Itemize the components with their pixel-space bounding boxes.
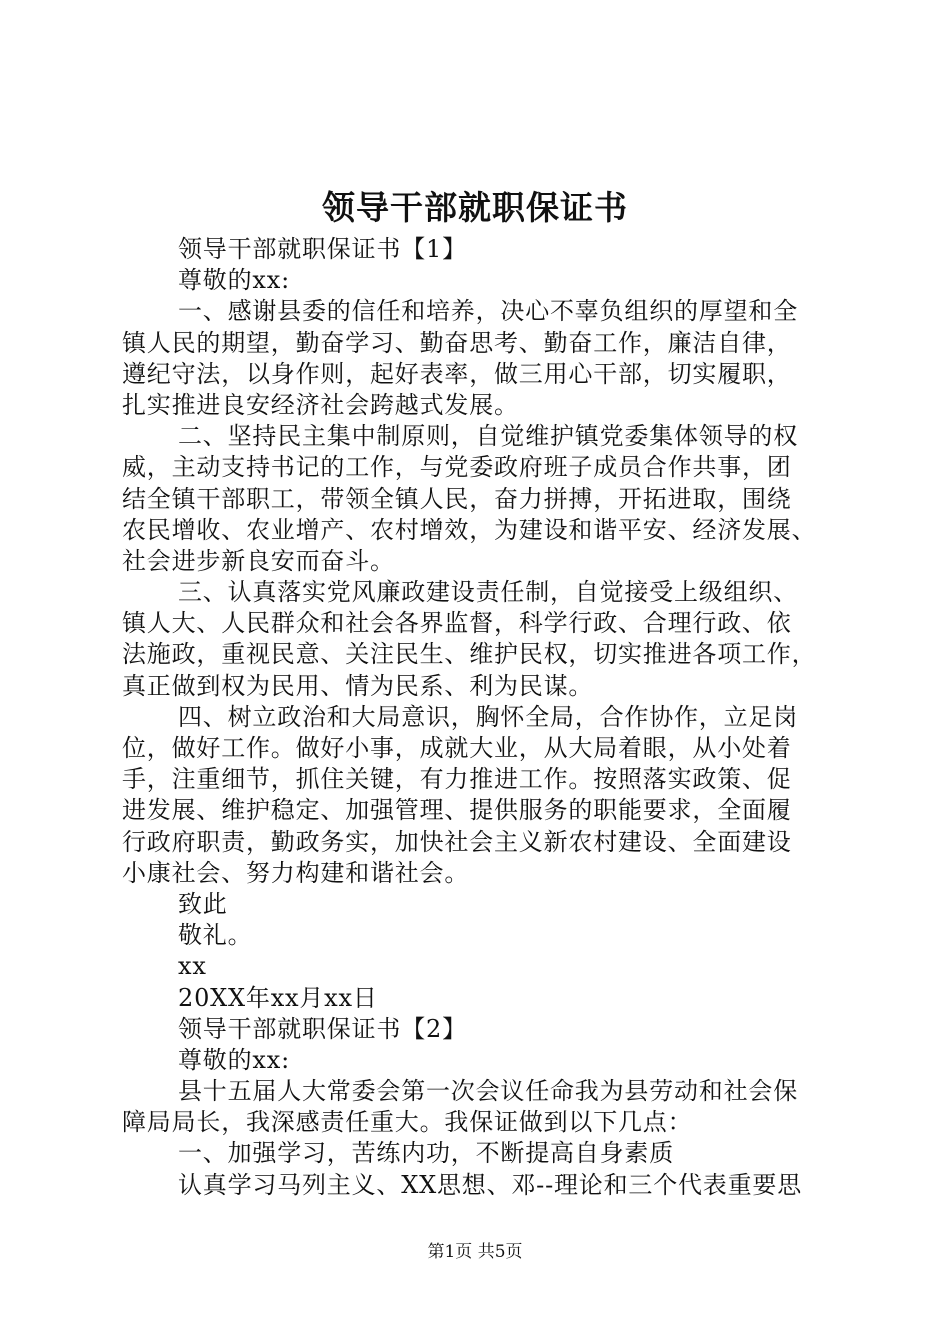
page-footer: 第1页 共5页: [427, 1242, 523, 1262]
text-line: 20XX年xx月xx日: [178, 983, 378, 1012]
document-body: [122, 234, 834, 1201]
text-line: 一、感谢县委的信任和培养，决心不辜负组织的厚望和全: [178, 297, 798, 326]
text-line: 行政府职责，勤政务实，加快社会主义新农村建设、全面建设: [122, 827, 792, 856]
text-line: 真正做到权为民用、情为民系、利为民谋。: [122, 671, 594, 700]
text-line: 威，主动支持书记的工作，与党委政府班子成员合作共事，团: [122, 453, 792, 482]
text-line: 认真学习马列主义、XX思想、邓--理论和三个代表重要思: [178, 1170, 802, 1199]
text-line: 一、加强学习，苦练内功，不断提高自身素质: [178, 1139, 674, 1168]
text-line: 遵纪守法，以身作则，起好表率，做三用心干部，切实履职，: [122, 359, 792, 388]
text-line: 位，做好工作。做好小事，成就大业，从大局着眼，从小处着: [122, 734, 792, 762]
text-line: 二、坚持民主集中制原则，自觉维护镇党委集体领导的权: [178, 422, 798, 451]
text-line: 领导干部就职保证书【2】: [178, 1014, 467, 1043]
text-line: 致此: [178, 889, 228, 918]
text-line: 尊敬的xx:: [178, 266, 290, 295]
text-line: 进发展、维护稳定、加强管理、提供服务的职能要求，全面履: [122, 796, 792, 825]
text-line: 扎实推进良安经济社会跨越式发展。: [122, 390, 519, 419]
text-line: 小康社会、努力构建和谐社会。: [122, 858, 470, 887]
text-line: 领导干部就职保证书【1】: [178, 235, 467, 263]
text-line: 农民增收、农业增产、农村增效，为建设和谐平安、经济发展、: [122, 515, 817, 544]
text-line: 社会进步新良安而奋斗。: [122, 546, 395, 575]
document-title: 领导干部就职保证书: [322, 188, 628, 227]
text-line: 敬礼。: [178, 921, 253, 950]
text-line: 障局局长，我深感责任重大。我保证做到以下几点：: [122, 1108, 693, 1137]
text-line: 县十五届人大常委会第一次会议任命我为县劳动和社会保: [178, 1077, 798, 1106]
text-line: 三、认真落实党风廉政建设责任制，自觉接受上级组织、: [178, 578, 798, 607]
text-line: xx: [178, 952, 207, 981]
text-line: 尊敬的xx:: [178, 1045, 290, 1074]
text-line: 法施政，重视民意、关注民生、维护民权，切实推进各项工作，: [122, 640, 817, 669]
text-line: 镇人民的期望，勤奋学习、勤奋思考、勤奋工作，廉洁自律，: [122, 328, 792, 357]
text-line: 四、树立政治和大局意识，胸怀全局，合作协作，立足岗: [178, 702, 798, 731]
text-line: 结全镇干部职工，带领全镇人民，奋力拼搏，开拓进取，围绕: [122, 484, 792, 513]
text-line: 镇人大、人民群众和社会各界监督，科学行政、合理行政、依: [122, 609, 792, 638]
text-line: 手，注重细节，抓住关键，有力推进工作。按照落实政策、促: [122, 765, 792, 794]
